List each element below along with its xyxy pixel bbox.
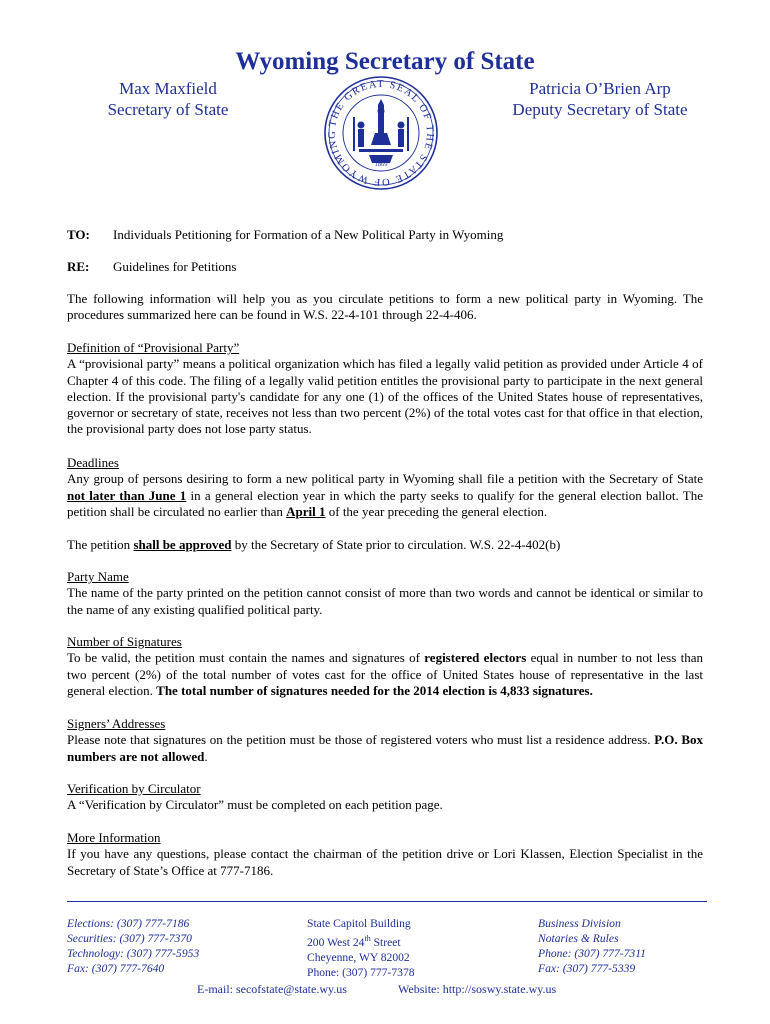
signatures-total: The total number of signatures needed for the 2014 election is 4,833 signatures.: [156, 682, 593, 698]
footer-street-name: Street: [370, 935, 401, 949]
footer-address: [307, 916, 415, 980]
to-value: Individuals Petitioning for Formation of a New Political Party in Wyoming: [113, 227, 504, 242]
footer-email[interactable]: E-mail: secofstate@state.wy.us: [197, 982, 347, 996]
deputy-name: Patricia O’Brien Arp: [529, 79, 671, 98]
approval-text-1: The petition: [67, 537, 134, 552]
footer-phone-right: Phone: (307) 777-7311: [538, 947, 646, 960]
letterhead-title: Wyoming Secretary of State: [235, 48, 535, 75]
registered-electors: registered electors: [424, 650, 527, 666]
footer-divider: [67, 901, 707, 902]
seal-text: THE GREAT SEAL OF THE STATE OF WYOMING: [326, 78, 436, 188]
signatures-text-2: equal in number to not less than two percent (2%) of the total number of votes cast for the office of United States house of representative in the last general election.: [67, 650, 703, 698]
party-name-heading: Party Name: [67, 569, 129, 584]
addresses-heading: Signers’ Addresses: [67, 716, 166, 731]
state-seal-icon: [323, 75, 439, 191]
approval-paragraph: [67, 537, 703, 553]
deadlines-section: [67, 455, 703, 520]
deadlines-heading: Deadlines: [67, 455, 119, 470]
secretary-name: Max Maxfield: [119, 79, 217, 98]
footer-contacts-left: [67, 916, 199, 976]
secretary-role: Secretary of State: [107, 100, 229, 119]
to-label: TO:: [67, 227, 90, 242]
signatures-section: [67, 634, 703, 699]
deadlines-text-3: of the year preceding the general election.: [325, 503, 548, 519]
deputy-role: Deputy Secretary of State: [512, 100, 688, 119]
deadline-june: not later than June 1: [67, 487, 187, 503]
approval-text-2: by the Secretary of State prior to circulation. W.S. 22-4-402(b): [231, 537, 561, 552]
footer-fax-right: Fax: (307) 777-5339: [538, 962, 636, 975]
deadlines-text-2: in a general election year in which the party seeks to qualify for the general election ballot. The petition shall be circulated no earlier than: [67, 487, 704, 519]
addresses-tail: .: [204, 748, 208, 764]
signatures-text-1: To be valid, the petition must contain the names and signatures of: [67, 650, 425, 666]
footer-phone: Phone: (307) 777-7378: [307, 965, 415, 979]
footer-fax-left: Fax: (307) 777-7640: [67, 962, 165, 975]
memo-to-row: [67, 227, 503, 243]
verification-text: A “Verification by Circulator” must be completed on each petition page.: [67, 797, 443, 813]
verification-section: [67, 781, 703, 814]
more-info-heading: More Information: [67, 830, 161, 845]
footer-securities: Securities: (307) 777-7370: [67, 932, 192, 945]
memo-re-row: [67, 259, 237, 275]
footer-city: Cheyenne, WY 82002: [307, 950, 410, 964]
party-name-text: The name of the party printed on the petition cannot consist of more than two words and cannot be identical or similar to the name of any existing qualified political party.: [67, 585, 703, 617]
approval-bold: shall be approved: [133, 537, 232, 552]
footer-elections: Elections: (307) 777-7186: [67, 917, 190, 930]
secretary-block: [96, 78, 240, 120]
footer-notaries: Notaries & Rules: [538, 932, 619, 945]
seal-year: 1869: [374, 161, 388, 168]
deputy-block: [500, 78, 700, 120]
party-name-section: [67, 569, 703, 618]
verification-heading: Verification by Circulator: [67, 781, 201, 796]
deadline-april: April 1: [286, 503, 326, 519]
footer-street-suffix: th: [364, 934, 371, 943]
more-info-text: If you have any questions, please contact the chairman of the petition drive or Lori Klassen, Election Specialist in the Secretary of State’s Office at 777-7186.: [67, 846, 703, 878]
footer-technology: Technology: (307) 777-5953: [67, 947, 200, 960]
re-value: Guidelines for Petitions: [113, 259, 237, 274]
definition-heading: Definition of “Provisional Party”: [67, 340, 240, 355]
footer-contacts-right: [538, 916, 646, 976]
definition-text: A “provisional party” means a political organization which has filed a legally valid petition as provided under Article 4 of Chapter 4 of this code. The filing of a legally valid petition entitles the provisional party to participate in the next general election. If the provisional party's candidate for any one (1) of the offices of the United States house of representatives, governor or secretary of state, receives not less than two percent (2%) of the total votes cast for that office in that election, the provisional party does not lose party status.: [67, 356, 703, 437]
intro-paragraph: The following information will help you as you circulate petitions to form a new political party in Wyoming. The procedures summarized here can be found in W.S. 22-4-101 through 22-4-406.: [67, 291, 703, 323]
re-label: RE:: [67, 259, 90, 274]
footer-street: [307, 931, 415, 950]
po-box-note: P.O. Box numbers are not allowed: [67, 732, 703, 764]
more-info-section: [67, 830, 703, 879]
footer-website[interactable]: Website: http://soswy.state.wy.us: [398, 982, 557, 996]
seal-emblem: [353, 99, 409, 163]
addresses-section: [67, 716, 703, 765]
footer-building: State Capitol Building: [307, 917, 411, 930]
signatures-heading: Number of Signatures: [67, 634, 182, 649]
footer-street-number: 200 West 24: [307, 935, 365, 949]
definition-section: [67, 340, 703, 438]
deadlines-text-1: Any group of persons desiring to form a new political party in Wyoming shall file a petition with the Secretary of State: [67, 471, 703, 487]
footer-business: Business Division: [538, 917, 621, 930]
addresses-text: Please note that signatures on the petition must be those of registered voters who must list a residence address.: [67, 732, 655, 748]
